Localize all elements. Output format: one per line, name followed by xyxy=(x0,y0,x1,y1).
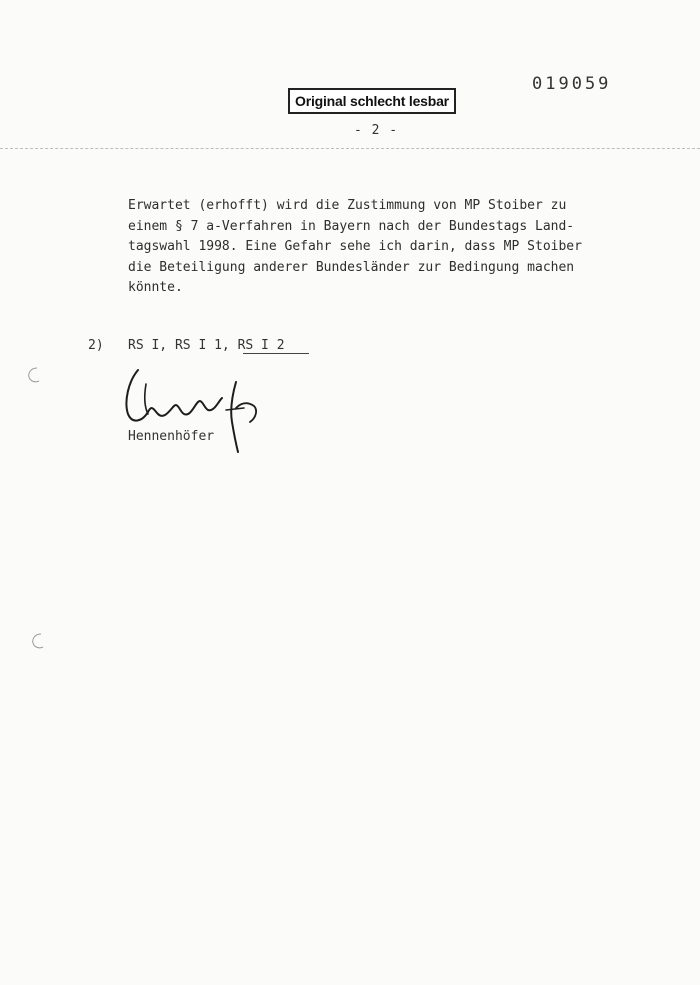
distribution-list: RS I, RS I 1, RS I 2 xyxy=(128,338,285,353)
body-line: die Beteiligung anderer Bundesländer zur Bedingung machen xyxy=(128,259,575,275)
body-line: tagswahl 1998. Eine Gefahr sehe ich darin, dass MP Stoiber xyxy=(128,239,582,254)
item-number: 2) xyxy=(88,338,104,353)
distribution-underline xyxy=(243,353,309,354)
header-divider xyxy=(0,148,700,149)
body-line: einem § 7 a-Verfahren in Bayern nach der Bundestags Land- xyxy=(128,218,575,234)
punch-hole-mark xyxy=(26,366,42,384)
body-line: Erwartet (erhofft) wird die Zustimmung von MP Stoiber zu xyxy=(128,198,567,213)
signer-name: Hennenhöfer xyxy=(128,429,215,444)
handwritten-signature xyxy=(118,362,278,462)
punch-hole-mark xyxy=(30,632,46,650)
document-number: 019059 xyxy=(532,74,612,94)
legibility-stamp: Original schlecht lesbar xyxy=(288,88,456,114)
body-line: könnte. xyxy=(128,280,183,295)
body-paragraph xyxy=(128,196,618,299)
page-number: - 2 - xyxy=(354,123,399,138)
